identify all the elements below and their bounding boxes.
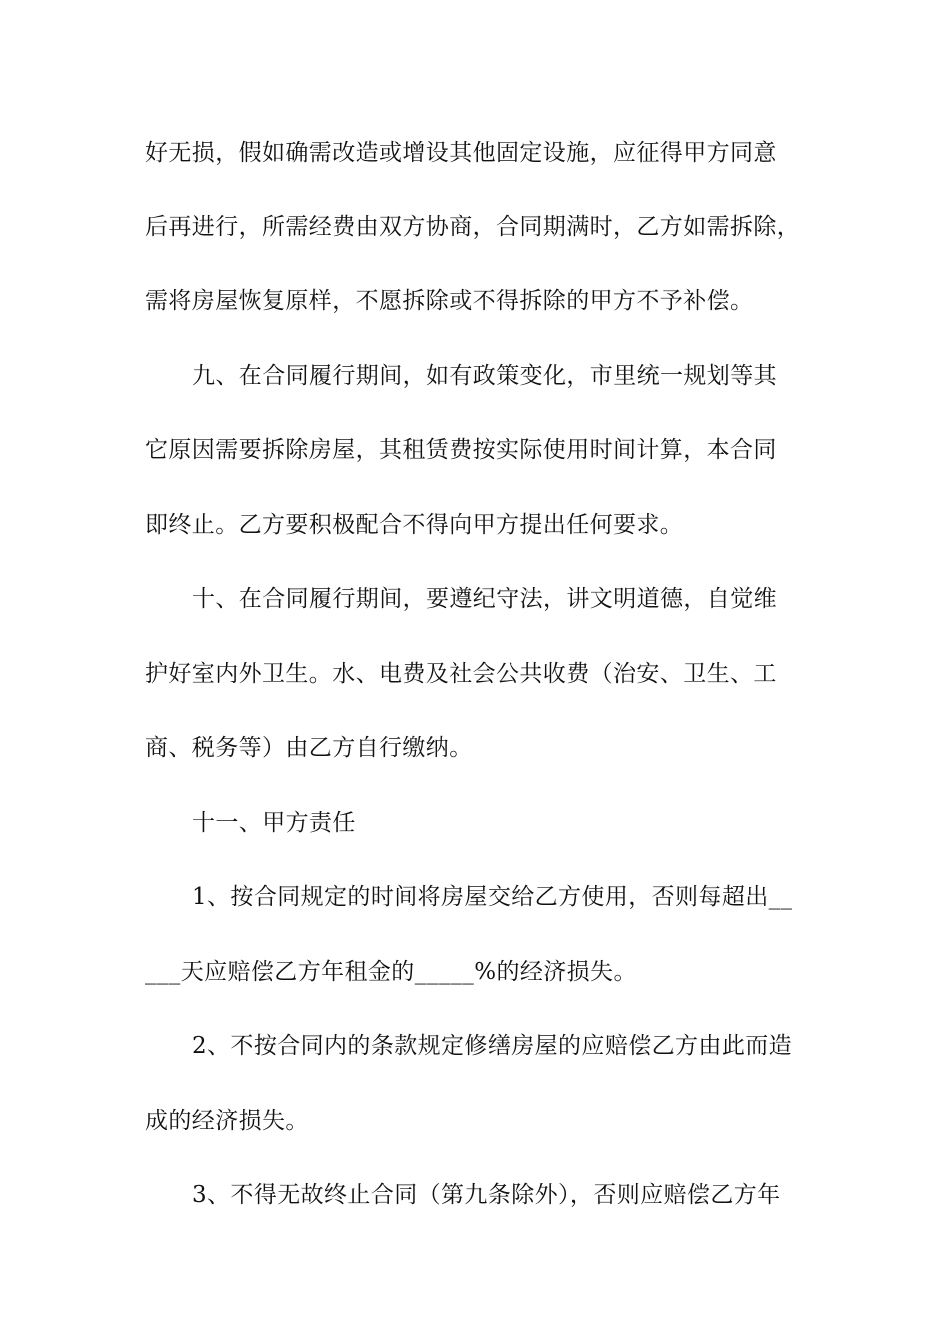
section-heading: 十一、甲方责任	[192, 810, 356, 836]
paragraph-10-line: 十、在合同履行期间，要遵纪守法，讲文明道德，自觉维	[192, 586, 777, 612]
text-line: 即终止。乙方要积极配合不得向甲方提出任何要求。	[145, 512, 684, 538]
paragraph-9-line: 九、在合同履行期间，如有政策变化，市里统一规划等其	[192, 363, 777, 389]
text-line: 需将房屋恢复原样，不愿拆除或不得拆除的甲方不予补偿。	[145, 288, 754, 314]
text-line: 好无损，假如确需改造或增设其他固定设施，应征得甲方同意	[145, 140, 777, 166]
clause-2-line: 2、不按合同内的条款规定修缮房屋的应赔偿乙方由此而造	[192, 1033, 793, 1059]
text-line: 它原因需要拆除房屋，其租赁费按实际使用时间计算，本合同	[145, 437, 777, 463]
text-line: 后再进行，所需经费由双方协商，合同期满时，乙方如需拆除，	[145, 214, 801, 240]
text-line: ___天应赔偿乙方年租金的_____%的经济损失。	[145, 959, 637, 985]
clause-1-line: 1、按合同规定的时间将房屋交给乙方使用，否则每超出__	[192, 884, 793, 910]
clause-3-line: 3、不得无故终止合同（第九条除外），否则应赔偿乙方年	[192, 1182, 781, 1208]
text-line: 商、税务等）由乙方自行缴纳。	[145, 735, 473, 761]
text-line: 护好室内外卫生。水、电费及社会公共收费（治安、卫生、工	[145, 661, 777, 687]
text-line: 成的经济损失。	[145, 1108, 309, 1134]
